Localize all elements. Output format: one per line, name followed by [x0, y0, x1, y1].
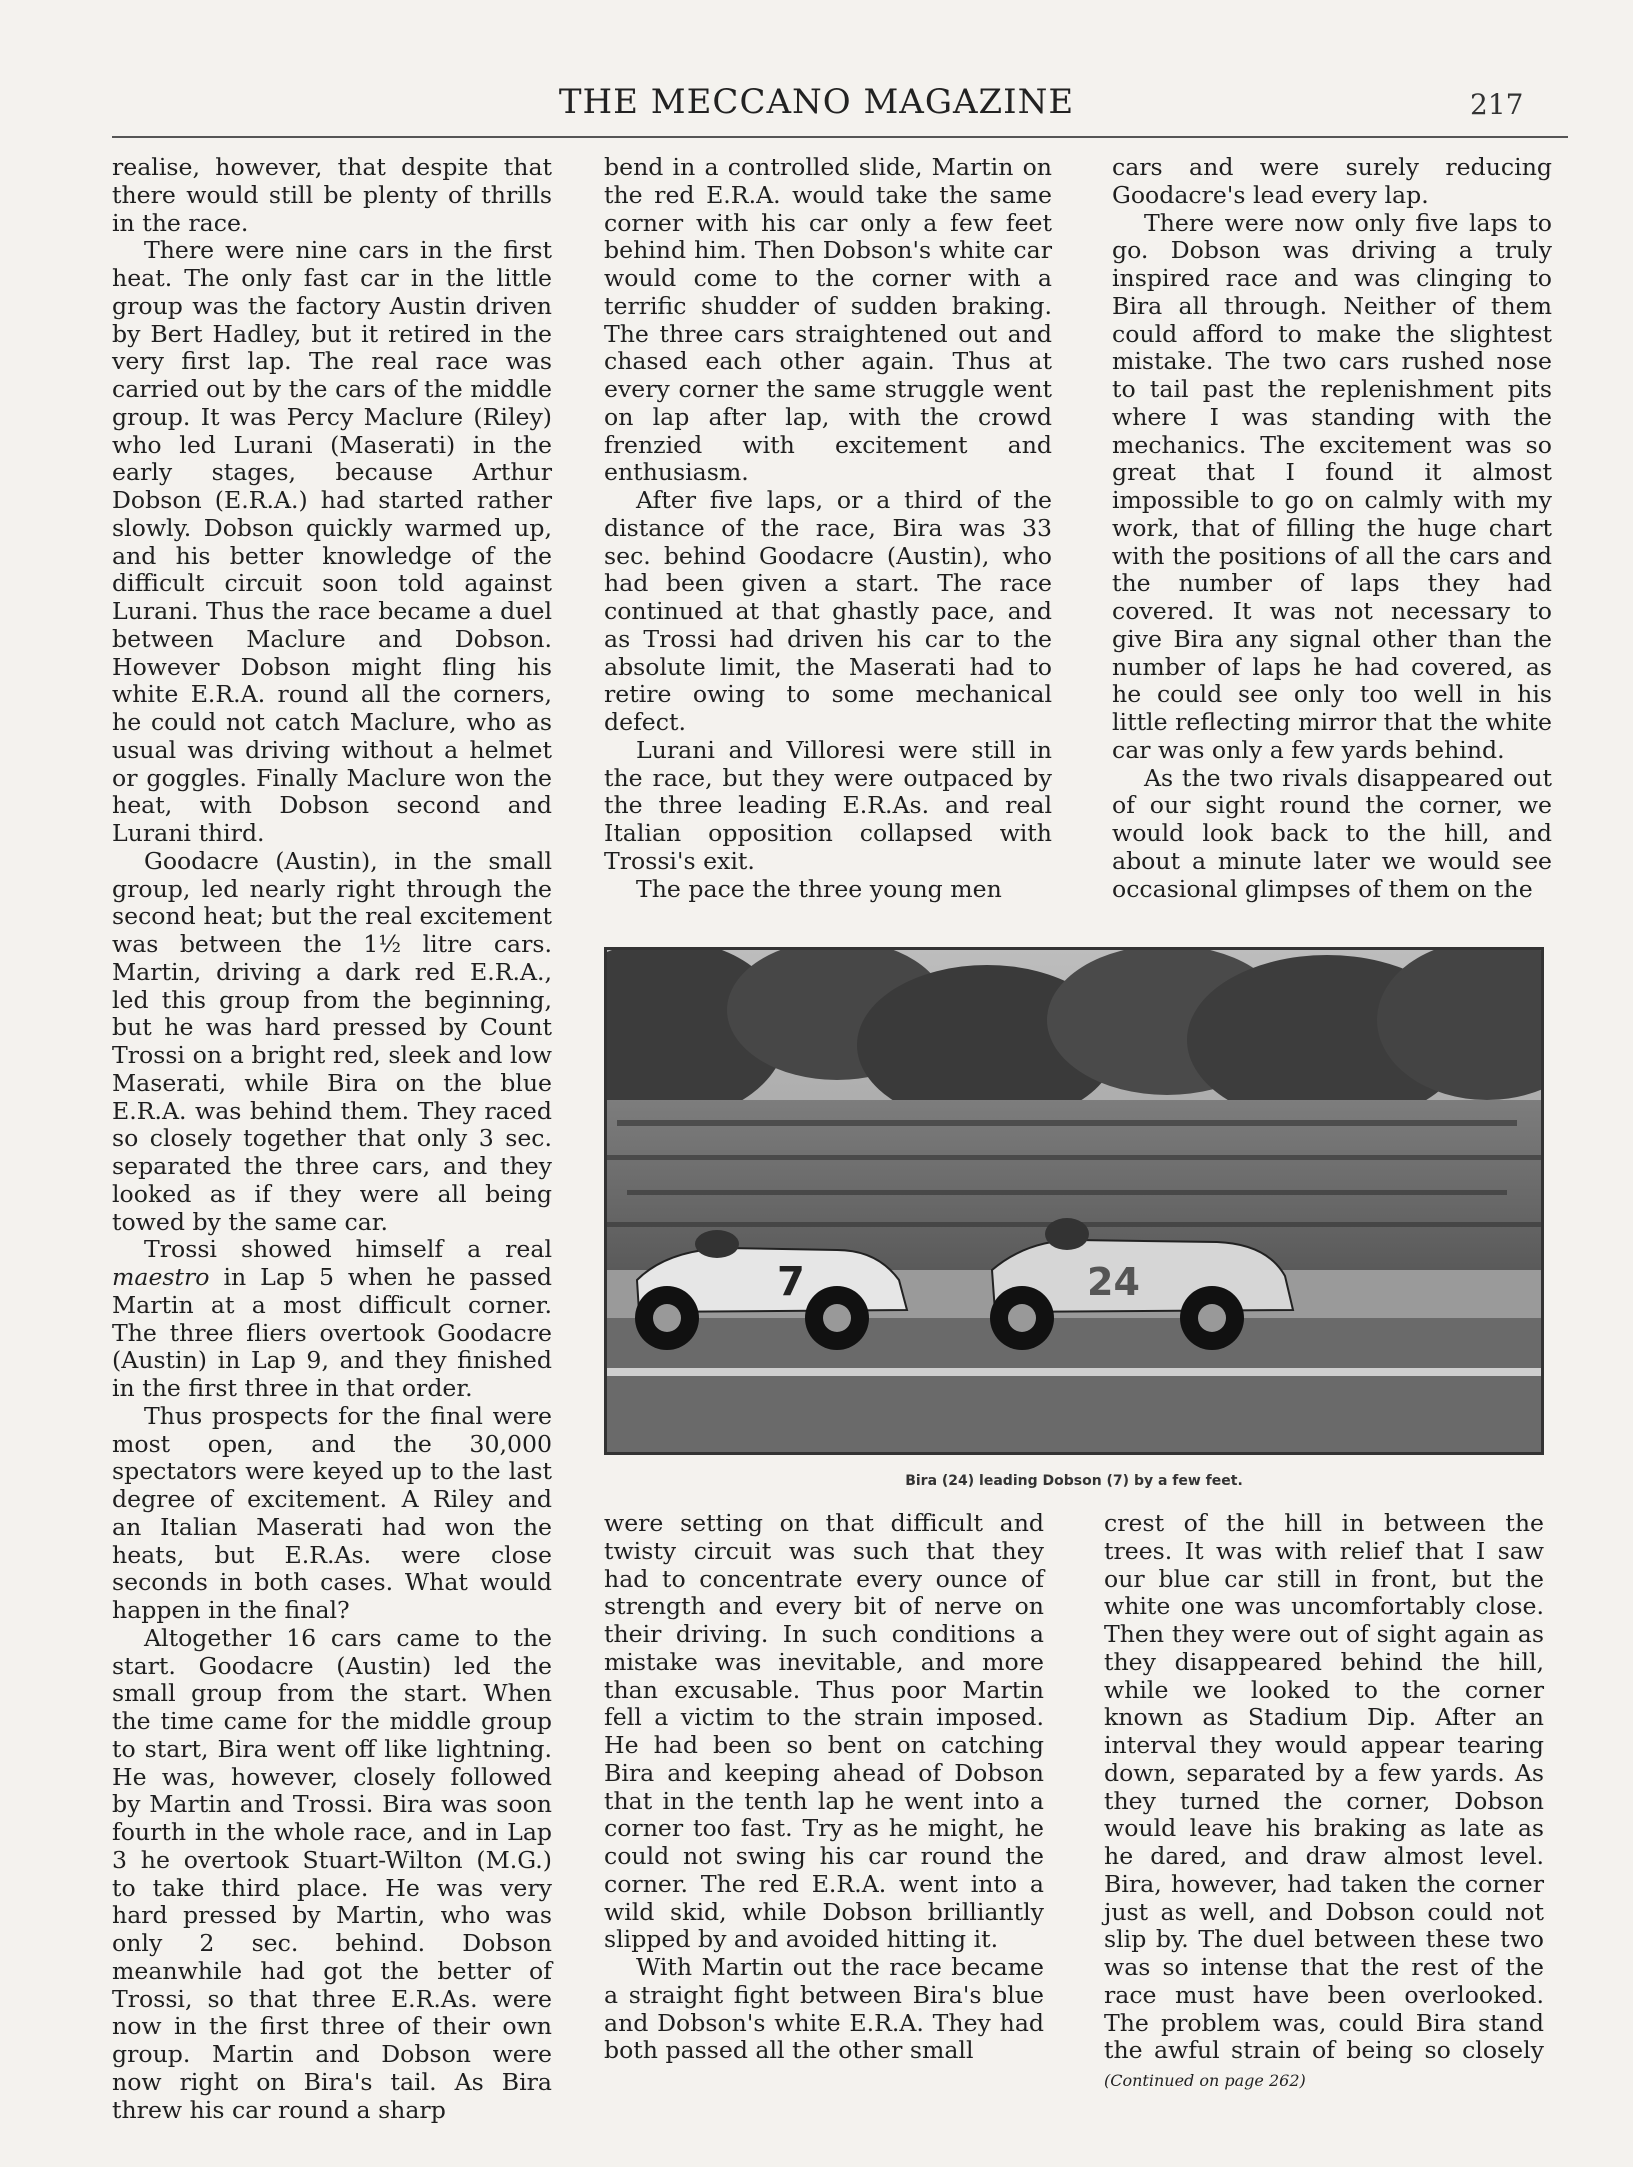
paragraph: Lurani and Villoresi were still in the race, but they were outpaced by the three leading E.R.As. and real Italian opposition collapsed with Trossi's exit. — [604, 735, 1052, 875]
column-right-bottom — [1104, 1510, 1544, 2095]
paragraph: After five laps, or a third of the distance of the race, Bira was 33 sec. behind Goodacre (Austin), who had been given a start. The race continued at that ghastly pace, and as Trossi had driven his car to the absolute limit, the Maserati had to retire owing to some mechanical defect. — [604, 486, 1052, 736]
column-middle-top — [604, 154, 1052, 903]
text-run: crest of the hill in between the trees. It was with relief that I saw our blue car still in front, but the white one was uncomfortably close. Then they were out of sight again as they disappeared behind the hill, while we looked to the corner known as Stadium Dip. After an interval they would appear tearing down, separated by a few yards. As they turned the corner, Dobson would leave his braking as late as he dared, and draw almost level. Bira, however, had taken the corner just as well, and Dobson could not slip by. The duel between these two was so intense that the rest of the race must have been overlooked. The problem was, could Bira stand the awful strain of being so closely — [1104, 1509, 1544, 2065]
column-middle-bottom — [604, 1510, 1044, 2065]
road — [607, 1318, 1541, 1452]
car-number-7: 7 — [777, 1259, 805, 1305]
paragraph: were setting on that difficult and twisty circuit was such that they had to concentrate every ounce of strength and every bit of nerve on their driving. In such conditions a mistake was inevitable, and more than excusable. Thus poor Martin fell a victim to the strain imposed. He had been so bent on catching Bira and keeping ahead of Dobson that in the tenth lap he went into a corner too fast. Try as he might, he could not swing his car round the corner. The red E.R.A. went into a wild skid, while Dobson brilliantly slipped by and avoided hitting it. — [604, 1509, 1044, 1954]
paragraph: realise, however, that despite that there would still be plenty of thrills in the race. — [112, 153, 552, 237]
column-right-top — [1112, 154, 1552, 903]
paragraph: As the two rivals disappeared out of our sight round the corner, we would look back to the hill, and about a minute later we would see occasional glimpses of them on the — [1112, 763, 1552, 903]
paragraph: Altogether 16 cars came to the start. Goodacre (Austin) led the small group from the start. When the time came for the middle group to start, Bira went off like lightning. He was, however, closely followed by Martin and Trossi. Bira was soon fourth in the whole race, and in Lap 3 he overtook Stuart-Wilton (M.G.) to take third place. He was very hard pressed by Martin, who was only 2 sec. behind. Dobson meanwhile had got the better of Trossi, so that three E.R.As. were now in the first three of their own group. Martin and Dobson were now right on Bira's tail. As Bira threw his car round a sharp — [112, 1623, 552, 2124]
text-run: Trossi showed himself a real — [144, 1235, 552, 1264]
paragraph: bend in a controlled slide, Martin on the red E.R.A. would take the same corner with his car only a few feet behind him. Then Dobson's white car would come to the corner with a terrific shudder of sudden braking. The three cars straightened out and chased each other again. Thus at every corner the same struggle went on lap after lap, with the crowd frenzied with excitement and enthusiasm. — [604, 153, 1052, 487]
paragraph: There were now only five laps to go. Dobson was driving a truly inspired race and was clinging to Bira all through. Neither of them could afford to make the slightest mistake. The two cars rushed nose to tail past the replenishment pits where I was standing with the mechanics. The excitement was so great that I found it almost impossible to go on calmly with my work, that of filling the huge chart with the positions of all the cars and the number of laps they had covered. It was not necessary to give Bira any signal other than the number of laps he had covered, as he could see only too well in his little reflecting mirror that the white car was only a few yards behind. — [1112, 208, 1552, 764]
page-number: 217 — [1470, 88, 1524, 121]
photo-caption: Bira (24) leading Dobson (7) by a few feet. — [905, 1473, 1243, 1489]
paragraph: The pace the three young men — [636, 874, 1002, 903]
column-left — [112, 154, 552, 2124]
paragraph: Thus prospects for the final were most open, and the 30,000 spectators were keyed up to the last degree of excitement. A Riley and an Italian Maserati had won the heats, but E.R.As. were close seconds in both cases. What would happen in the final? — [112, 1401, 552, 1624]
road-edge — [607, 1368, 1541, 1376]
paragraph — [1104, 1510, 1544, 2095]
race-photo — [604, 947, 1544, 1455]
paragraph: Goodacre (Austin), in the small group, led nearly right through the second heat; but the real excitement was between the 1½ litre cars. Martin, driving a dark red E.R.A., led this group from the beginning, but he was hard pressed by Count Trossi on a bright red, sleek and low Maserati, while Bira on the blue E.R.A. was behind them. They raced so closely together that only 3 sec. separated the three cars, and they looked as if they were all being towed by the same car. — [112, 846, 552, 1236]
italic-word: maestro — [112, 1263, 210, 1291]
text-run: in Lap 5 when he passed Martin at a most difficult corner. The three fliers overtook Goodacre (Austin) in Lap 9, and they finished in the first three in that order. — [112, 1263, 553, 1402]
car-number-24: 24 — [1087, 1260, 1140, 1304]
magazine-title: THE MECCANO MAGAZINE — [558, 82, 1075, 122]
paragraph — [112, 1236, 552, 1403]
continued-note: (Continued on page 262) — [1104, 2071, 1306, 2090]
paragraph: cars and were surely reducing Goodacre's lead every lap. — [1112, 153, 1552, 209]
paragraph: There were nine cars in the first heat. The only fast car in the little group was the factory Austin driven by Bert Hadley, but it retired in the very first lap. The real race was carried out by the cars of the middle group. It was Percy Maclure (Riley) who led Lurani (Maserati) in the early stages, because Arthur Dobson (E.R.A.) had started rather slowly. Dobson quickly warmed up, and his better knowledge of the difficult circuit soon told against Lurani. Thus the race became a duel between Maclure and Dobson. However Dobson might fling his white E.R.A. round all the corners, he could not catch Maclure, who as usual was driving without a helmet or goggles. Finally Maclure won the heat, with Dobson second and Lurani third. — [112, 236, 552, 847]
race-photo-illustration — [607, 950, 1541, 1452]
header-rule — [112, 136, 1568, 138]
paragraph: With Martin out the race became a straight fight between Bira's blue and Dobson's white E.R.A. They had both passed all the other small — [604, 1953, 1044, 2065]
page-header — [0, 82, 1633, 132]
